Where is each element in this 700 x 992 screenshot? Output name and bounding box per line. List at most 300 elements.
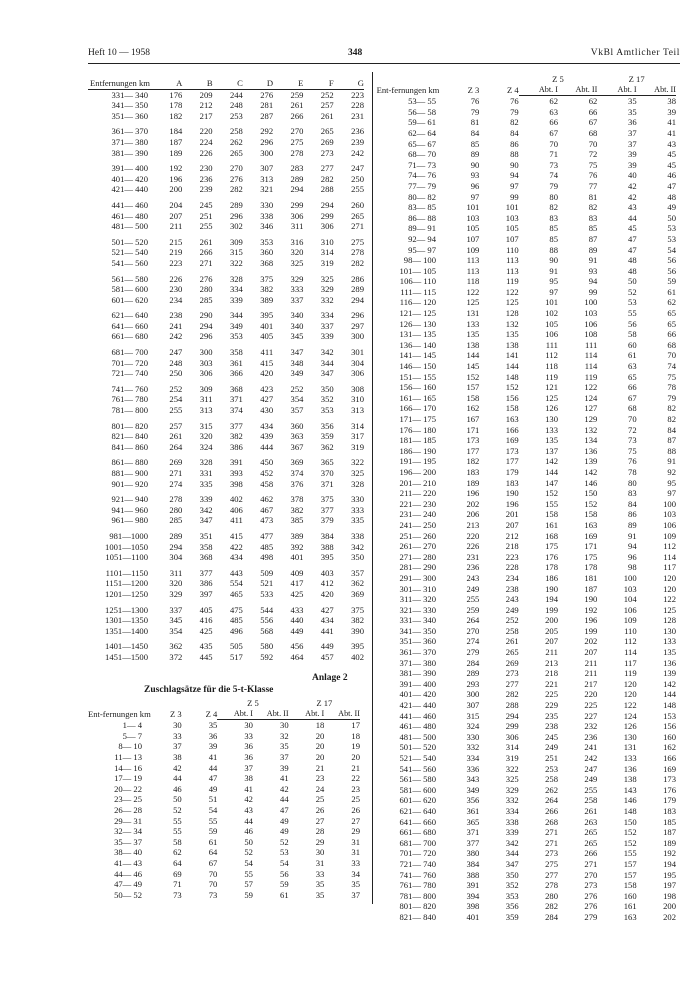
rate-cell: 158 <box>623 880 637 891</box>
rate-cell: 242 <box>351 147 364 158</box>
rate-cell: 85 <box>549 223 558 234</box>
rate-cell: 277 <box>505 678 519 689</box>
rate-cell: 158 <box>505 403 519 414</box>
rate-cell: 258 <box>229 126 243 137</box>
rate-cell: 367 <box>290 441 304 452</box>
rate-cell: 308 <box>351 383 364 394</box>
distance-range-cell: 901— 920 <box>111 478 148 489</box>
distance-range-cell: 171— 175 <box>399 414 436 424</box>
rate-cell: 187 <box>169 136 183 147</box>
rate-cell: 277 <box>320 163 334 174</box>
rate-cell: 20 <box>315 751 325 762</box>
rate-cell: 39 <box>667 106 676 117</box>
rate-cell: 148 <box>505 371 519 382</box>
col-header-d: D <box>243 78 273 89</box>
rate-cell: 42 <box>628 180 637 191</box>
rate-cell: 91 <box>549 265 558 276</box>
rate-cell: 83 <box>549 212 558 223</box>
rate-cell: 337 <box>320 320 334 331</box>
rate-cell: 319 <box>505 753 519 763</box>
distance-range-cell: 481— 500 <box>111 221 148 232</box>
rate-cell: 70 <box>667 350 676 361</box>
rate-cell: 311 <box>199 394 213 405</box>
rate-cell: 194 <box>663 858 676 869</box>
table-row <box>376 213 676 224</box>
rate-cell: 35 <box>628 106 637 117</box>
rate-cell: 238 <box>169 310 183 321</box>
rate-cell: 220 <box>466 530 480 541</box>
rate-cell: 166 <box>663 753 676 763</box>
rate-cell: 276 <box>584 890 598 901</box>
table-row <box>88 542 364 553</box>
table-row <box>376 647 676 658</box>
distance-range-cell: 186— 190 <box>399 445 436 456</box>
rate-cell: 420 <box>320 588 334 599</box>
rate-cell: 259 <box>466 604 480 615</box>
rate-cell: 444 <box>260 441 274 452</box>
issue-label: Heft 10 — 1958 <box>88 48 151 58</box>
rate-cell: 339 <box>320 331 334 342</box>
rate-cell: 337 <box>290 294 304 305</box>
rate-cell: 403 <box>320 567 334 578</box>
rate-cell: 357 <box>290 405 304 416</box>
rate-cell: 85 <box>549 233 558 244</box>
distance-range-cell: 131— 135 <box>399 329 436 340</box>
rate-cell: 268 <box>545 816 558 827</box>
rate-cell: 278 <box>545 880 558 891</box>
rate-cell: 266 <box>545 805 558 816</box>
rate-cell: 359 <box>320 431 334 442</box>
rate-cell: 340 <box>290 320 304 331</box>
rate-cell: 155 <box>545 498 558 509</box>
rate-cell: 254 <box>169 394 183 405</box>
rate-cell: 349 <box>229 320 243 331</box>
rate-cell: 117 <box>624 657 637 668</box>
rate-cell: 80 <box>628 477 637 488</box>
rate-cell: 79 <box>510 106 519 117</box>
rate-cell: 317 <box>351 431 364 442</box>
rate-cell: 328 <box>229 273 243 284</box>
rate-cell: 63 <box>549 106 558 117</box>
rate-cell: 354 <box>169 625 183 636</box>
rate-cell: 112 <box>545 350 558 361</box>
rate-cell: 89 <box>470 149 480 160</box>
table-row <box>376 107 676 118</box>
rate-cell: 106 <box>623 604 637 615</box>
table-row <box>88 247 364 258</box>
rate-cell: 200 <box>545 615 558 626</box>
rate-cell: 271 <box>545 837 558 848</box>
rate-cell: 59 <box>208 826 218 837</box>
rate-cell: 124 <box>623 710 637 721</box>
rate-cell: 228 <box>351 100 364 111</box>
rate-cell: 319 <box>320 257 334 268</box>
rate-cell: 211 <box>584 657 598 668</box>
rate-cell: 425 <box>199 625 213 636</box>
rate-cell: 338 <box>351 530 364 541</box>
rate-cell: 135 <box>545 435 558 446</box>
rate-cell: 135 <box>466 329 480 340</box>
rate-cell: 156 <box>505 392 519 403</box>
table-row <box>88 847 360 858</box>
distance-range-cell: 191— 195 <box>399 456 436 467</box>
rate-cell: 96 <box>628 551 637 562</box>
rate-cell: 288 <box>320 184 334 195</box>
rate-cell: 204 <box>169 199 183 210</box>
rate-cell: 212 <box>505 530 519 541</box>
rate-cell: 189 <box>169 147 183 158</box>
rate-cell: 265 <box>505 647 519 658</box>
distance-range-cell: 741— 760 <box>399 869 436 880</box>
rate-cell: 449 <box>320 641 334 652</box>
rate-cell: 280 <box>545 890 558 901</box>
table-row <box>376 266 676 277</box>
rate-cell: 35 <box>315 889 325 900</box>
distance-range-cell: 231— 240 <box>399 509 436 520</box>
rate-cell: 110 <box>624 625 637 636</box>
rate-cell: 76 <box>470 95 480 106</box>
rate-cell: 97 <box>549 286 558 297</box>
table-row <box>88 295 364 306</box>
rate-cell: 342 <box>320 347 334 358</box>
rate-cell: 293 <box>466 678 480 689</box>
rate-cell: 62 <box>549 96 558 107</box>
table-row <box>376 764 676 775</box>
rate-cell: 73 <box>549 159 558 170</box>
rate-cell: 302 <box>229 221 243 232</box>
rate-cell: 106 <box>663 519 676 530</box>
rate-cell: 81 <box>470 117 480 128</box>
rate-cell: 270 <box>290 126 304 137</box>
rate-cell: 382 <box>290 504 304 515</box>
table-row <box>376 128 676 139</box>
rate-cell: 253 <box>229 110 243 121</box>
rate-cell: 377 <box>229 420 243 431</box>
rate-cell: 261 <box>505 636 519 647</box>
distance-range-cell: 701— 720 <box>399 848 436 859</box>
rate-cell: 143 <box>623 784 637 795</box>
rate-cell: 285 <box>199 294 213 305</box>
rate-cell: 67 <box>549 127 558 138</box>
distance-range-cell: 351— 360 <box>111 110 148 121</box>
rate-cell: 190 <box>505 488 519 499</box>
rate-cell: 273 <box>320 147 334 158</box>
rate-cell: 45 <box>667 149 676 160</box>
rate-cell: 289 <box>169 530 183 541</box>
table-row <box>376 139 676 150</box>
rate-cell: 369 <box>351 588 364 599</box>
rate-cell: 144 <box>466 350 480 361</box>
rate-cell: 278 <box>351 247 364 258</box>
rate-cell: 43 <box>628 202 637 213</box>
rate-cell: 200 <box>663 901 676 912</box>
rate-cell: 127 <box>584 403 598 414</box>
rate-cell: 130 <box>623 731 637 742</box>
rate-cell: 125 <box>663 604 676 615</box>
rate-cell: 55 <box>173 826 182 837</box>
rate-cell: 89 <box>588 244 598 255</box>
rate-cell: 54 <box>208 804 218 815</box>
rate-cell: 71 <box>173 879 182 890</box>
rate-cell: 338 <box>260 210 274 221</box>
rate-cell: 61 <box>280 889 289 900</box>
rate-cell: 56 <box>667 265 676 276</box>
distance-range-cell: 331— 340 <box>399 615 436 626</box>
rate-cell: 131 <box>623 742 637 753</box>
rate-cell: 339 <box>505 827 519 838</box>
rate-cell: 135 <box>663 647 676 658</box>
rate-cell: 122 <box>505 286 519 297</box>
rate-cell: 70 <box>549 138 558 149</box>
table-row <box>88 858 360 869</box>
rate-cell: 406 <box>229 504 243 515</box>
rate-cell: 55 <box>208 815 218 826</box>
rate-cell: 161 <box>623 901 637 912</box>
rate-cell: 263 <box>584 816 598 827</box>
rate-cell: 27 <box>351 815 360 826</box>
rate-cell: 282 <box>320 173 334 184</box>
table-row <box>88 720 360 731</box>
table-row <box>376 297 676 308</box>
rate-cell: 282 <box>351 257 364 268</box>
rate-cell: 39 <box>628 159 637 170</box>
rate-cell: 238 <box>505 583 519 594</box>
rate-cell: 65 <box>667 308 676 319</box>
distance-range-cell: 331— 340 <box>111 89 148 100</box>
table-row <box>376 319 676 330</box>
distance-range-cell: 5— 7 <box>122 730 142 741</box>
table-row <box>376 891 676 902</box>
rate-cell: 361 <box>466 805 480 816</box>
rate-cell: 58 <box>173 836 182 847</box>
rate-cell: 533 <box>260 588 274 599</box>
rate-cell: 37 <box>244 762 253 773</box>
rate-cell: 350 <box>505 869 519 880</box>
distance-range-cell: 116— 120 <box>399 297 436 308</box>
rate-cell: 101 <box>545 297 558 308</box>
table-row <box>88 163 364 174</box>
table-row <box>376 499 676 510</box>
rate-cell: 289 <box>351 284 364 295</box>
rate-cell: 163 <box>623 911 637 922</box>
rate-cell: 176 <box>545 551 558 562</box>
rate-cell: 47 <box>628 244 637 255</box>
rate-cell: 264 <box>169 441 183 452</box>
rate-cell: 274 <box>466 636 480 647</box>
rate-cell: 359 <box>505 911 519 922</box>
rate-cell: 148 <box>623 805 637 816</box>
rate-cell: 300 <box>466 689 480 700</box>
table-row <box>376 573 676 584</box>
rate-cell: 207 <box>169 210 183 221</box>
rate-cell: 122 <box>623 700 637 711</box>
rate-cell: 182 <box>466 456 480 467</box>
rate-cell: 269 <box>169 457 183 468</box>
rate-cell: 311 <box>290 221 304 232</box>
table-row <box>376 615 676 626</box>
rate-cell: 276 <box>199 273 213 284</box>
rate-cell: 274 <box>169 478 183 489</box>
rate-cell: 157 <box>466 382 480 393</box>
distance-range-cell: 621— 640 <box>399 805 436 816</box>
table-row <box>88 589 364 600</box>
rate-cell: 253 <box>545 763 558 774</box>
rate-cell: 135 <box>505 329 519 340</box>
rate-cell: 33 <box>315 868 325 879</box>
rate-cell: 53 <box>667 233 676 244</box>
rate-cell: 287 <box>260 110 274 121</box>
rate-cell: 261 <box>584 805 598 816</box>
rate-cell: 162 <box>466 403 480 414</box>
rate-cell: 473 <box>260 515 274 526</box>
col-header-a: A <box>152 78 182 89</box>
rate-cell: 201 <box>505 509 519 520</box>
distance-range-cell: 161— 165 <box>399 392 436 403</box>
rate-cell: 128 <box>505 308 519 319</box>
rate-cell: 275 <box>290 136 304 147</box>
rate-cell: 70 <box>628 414 637 424</box>
rate-cell: 299 <box>505 721 519 732</box>
distance-range-cell: 156— 160 <box>399 382 436 393</box>
rate-cell: 236 <box>199 173 213 184</box>
rate-cell: 101 <box>466 202 480 213</box>
rate-cell: 416 <box>199 615 213 626</box>
rate-cell: 344 <box>320 357 334 368</box>
rate-cell: 144 <box>545 466 558 477</box>
rate-cell: 48 <box>667 191 676 202</box>
rate-cell: 284 <box>466 657 480 668</box>
rate-cell: 226 <box>466 541 480 552</box>
rate-cell: 389 <box>290 530 304 541</box>
rate-cell: 402 <box>229 494 243 505</box>
rate-cell: 41 <box>244 783 253 794</box>
rate-cell: 21 <box>315 762 325 773</box>
rate-cell: 25 <box>315 794 325 805</box>
rate-cell: 72 <box>588 149 598 160</box>
rate-cell: 53 <box>280 847 289 858</box>
table-row <box>88 384 364 395</box>
rate-cell: 199 <box>584 625 598 636</box>
rate-cell: 344 <box>229 310 243 321</box>
rate-cell: 266 <box>199 247 213 258</box>
distance-range-cell: 80— 82 <box>408 191 436 202</box>
table-row <box>376 149 676 160</box>
rate-cell: 266 <box>290 110 304 121</box>
rate-cell: 347 <box>320 368 334 379</box>
rate-cell: 44 <box>208 762 218 773</box>
table-row <box>88 816 360 827</box>
rate-cell: 226 <box>199 147 213 158</box>
rate-cell: 592 <box>260 651 274 662</box>
table-row <box>88 111 364 122</box>
rate-cell: 59 <box>244 889 253 900</box>
table-row <box>376 234 676 245</box>
rate-cell: 395 <box>320 552 334 563</box>
table-row <box>88 763 360 774</box>
distance-range-cell: 38— 40 <box>114 847 142 858</box>
rate-cell: 86 <box>628 509 637 520</box>
rate-cell: 334 <box>320 310 334 321</box>
rate-cell: 52 <box>280 836 289 847</box>
rate-cell: 330 <box>466 731 480 742</box>
rate-cell: 347 <box>505 858 519 869</box>
col-header-z17-r: Z 17 <box>628 74 645 84</box>
rate-cell: 100 <box>584 297 598 308</box>
sub-header-z17-abt2-r: Abt. II <box>637 85 676 96</box>
rate-cell: 169 <box>505 435 519 446</box>
rate-cell: 25 <box>351 794 360 805</box>
rate-cell: 84 <box>667 424 676 435</box>
table-row <box>376 350 676 361</box>
table-row <box>376 848 676 859</box>
rate-cell: 44 <box>280 794 289 805</box>
rate-cell: 144 <box>663 689 676 700</box>
rate-cell: 556 <box>260 615 274 626</box>
distance-range-cell: 17— 19 <box>114 773 142 784</box>
rate-cell: 90 <box>510 159 519 170</box>
rate-cell: 259 <box>290 89 304 100</box>
rate-cell: 371 <box>320 478 334 489</box>
rate-cell: 66 <box>628 382 637 393</box>
distance-range-cell: 146— 150 <box>399 361 436 372</box>
table-row <box>376 509 676 520</box>
table-row <box>376 732 676 743</box>
rate-cell: 439 <box>260 431 274 442</box>
rate-cell: 462 <box>260 494 274 505</box>
rate-cell: 52 <box>628 286 637 297</box>
rate-cell: 353 <box>320 405 334 416</box>
table-row <box>88 258 364 269</box>
sub-header-z5-abt2-r: Abt. II <box>558 85 597 96</box>
col-header-f: F <box>303 78 333 89</box>
rate-cell: 105 <box>466 223 480 234</box>
table-row <box>376 393 676 404</box>
rate-cell: 37 <box>351 889 360 900</box>
rate-cell: 228 <box>505 562 519 573</box>
rate-cell: 248 <box>169 357 183 368</box>
rate-cell: 113 <box>506 255 519 266</box>
rate-cell: 220 <box>199 126 213 137</box>
rate-cell: 521 <box>260 578 274 589</box>
distance-range-cell: 941— 960 <box>111 504 148 515</box>
table-row <box>376 329 676 340</box>
distance-range-cell: 1051—1100 <box>105 552 148 563</box>
rate-cell: 342 <box>351 541 364 552</box>
rate-cell: 181 <box>584 572 598 583</box>
table-row <box>88 869 360 880</box>
rate-cell: 296 <box>260 136 274 147</box>
rate-cell: 271 <box>584 858 598 869</box>
rate-cell: 380 <box>466 848 480 859</box>
rate-cell: 152 <box>623 837 637 848</box>
surcharge-table-left-grid <box>88 698 360 900</box>
rate-cell: 271 <box>199 257 213 268</box>
rate-cell: 113 <box>506 265 519 276</box>
table-row <box>88 879 360 890</box>
rate-cell: 329 <box>169 588 183 599</box>
rate-cell: 173 <box>505 445 519 456</box>
rate-cell: 309 <box>229 236 243 247</box>
rate-cell: 39 <box>280 762 289 773</box>
distance-range-cell: 801— 820 <box>111 420 148 431</box>
rate-cell: 146 <box>584 477 598 488</box>
table-row <box>88 184 364 195</box>
distance-range-cell: 401— 420 <box>111 173 148 184</box>
table-row <box>88 578 364 589</box>
rate-cell: 142 <box>545 456 558 467</box>
rate-cell: 375 <box>351 604 364 615</box>
table-row <box>376 880 676 891</box>
